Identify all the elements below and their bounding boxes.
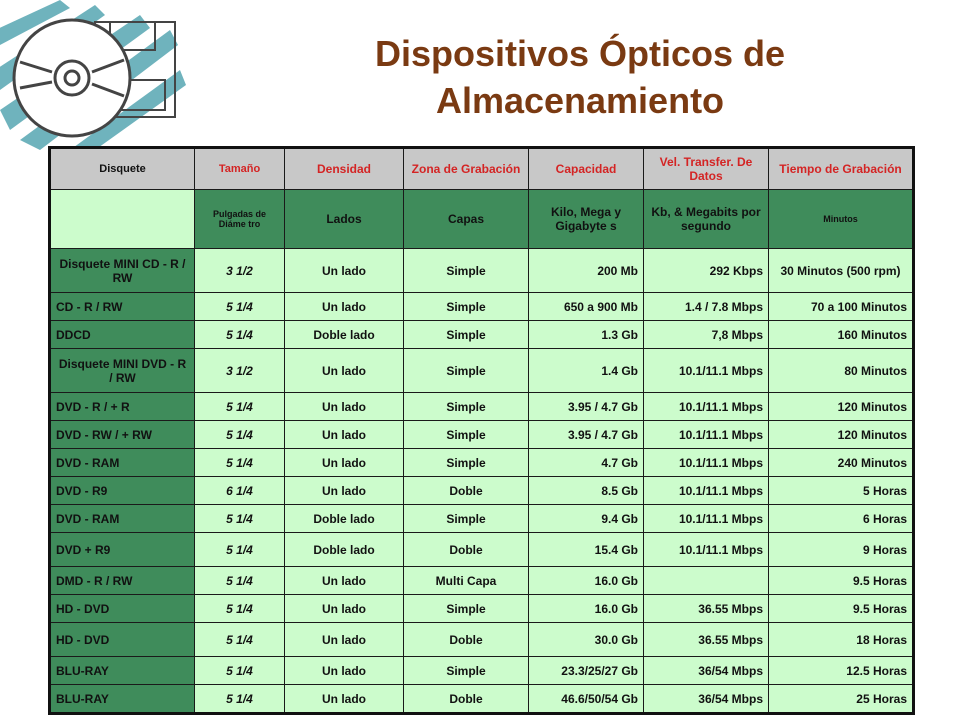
table-cell: Multi Capa <box>404 567 529 595</box>
header-cell: Disquete <box>50 148 195 190</box>
table-cell: Disquete MINI DVD - R / RW <box>50 349 195 393</box>
units-cell: Kilo, Mega y Gigabyte s <box>529 190 644 249</box>
table-cell: 36/54 Mbps <box>644 685 769 714</box>
table-cell: Doble <box>404 477 529 505</box>
table-cell: DVD - R / + R <box>50 393 195 421</box>
table-cell: Un lado <box>285 449 404 477</box>
units-cell <box>50 190 195 249</box>
table-cell: HD - DVD <box>50 623 195 657</box>
table-cell: 9.5 Horas <box>769 567 914 595</box>
units-cell: Capas <box>404 190 529 249</box>
disc-logo-icon <box>0 0 190 150</box>
table-cell: 5 1/4 <box>195 421 285 449</box>
table-cell: Un lado <box>285 249 404 293</box>
table-row <box>50 477 914 505</box>
table-row <box>50 349 914 393</box>
table-cell: BLU-RAY <box>50 657 195 685</box>
table-cell: 5 1/4 <box>195 595 285 623</box>
table-cell: 240 Minutos <box>769 449 914 477</box>
table-cell: BLU-RAY <box>50 685 195 714</box>
table-cell: 18 Horas <box>769 623 914 657</box>
table-cell: Simple <box>404 393 529 421</box>
table-cell: Doble lado <box>285 321 404 349</box>
table-cell: Doble <box>404 623 529 657</box>
table-cell: Un lado <box>285 349 404 393</box>
table-cell: 1.3 Gb <box>529 321 644 349</box>
table-cell: DMD - R / RW <box>50 567 195 595</box>
table-cell: 6 1/4 <box>195 477 285 505</box>
table-cell: DVD + R9 <box>50 533 195 567</box>
table-cell: Un lado <box>285 685 404 714</box>
table-cell: 36.55 Mbps <box>644 595 769 623</box>
table-cell: 80 Minutos <box>769 349 914 393</box>
table-cell: 10.1/11.1 Mbps <box>644 393 769 421</box>
table-cell: DVD - RAM <box>50 505 195 533</box>
table-cell: Disquete MINI CD - R / RW <box>50 249 195 293</box>
table-cell: 5 1/4 <box>195 393 285 421</box>
table-cell: 5 1/4 <box>195 685 285 714</box>
table-cell: 16.0 Gb <box>529 595 644 623</box>
table-cell: Un lado <box>285 477 404 505</box>
table-cell: Un lado <box>285 393 404 421</box>
table-cell: 5 Horas <box>769 477 914 505</box>
table-cell: 10.1/11.1 Mbps <box>644 421 769 449</box>
table-cell: 4.7 Gb <box>529 449 644 477</box>
table-cell: 10.1/11.1 Mbps <box>644 533 769 567</box>
table-cell: Un lado <box>285 567 404 595</box>
table-cell: 12.5 Horas <box>769 657 914 685</box>
table-cell: 30 Minutos (500 rpm) <box>769 249 914 293</box>
table-cell: 25 Horas <box>769 685 914 714</box>
table-row <box>50 623 914 657</box>
table-cell: 3 1/2 <box>195 249 285 293</box>
table-cell: 292 Kbps <box>644 249 769 293</box>
table-cell: 1.4 Gb <box>529 349 644 393</box>
units-cell: Pulgadas de Diáme tro <box>195 190 285 249</box>
header-cell: Densidad <box>285 148 404 190</box>
table-cell: 8.5 Gb <box>529 477 644 505</box>
table-cell: Simple <box>404 505 529 533</box>
header-cell: Tamaño <box>195 148 285 190</box>
optical-devices-table <box>48 146 915 715</box>
units-cell: Lados <box>285 190 404 249</box>
table-cell: 15.4 Gb <box>529 533 644 567</box>
table-cell: 5 1/4 <box>195 293 285 321</box>
table-row <box>50 685 914 714</box>
table-cell: 650 a 900 Mb <box>529 293 644 321</box>
table-cell: 6 Horas <box>769 505 914 533</box>
table-cell <box>644 567 769 595</box>
table-cell: Doble <box>404 685 529 714</box>
table-row <box>50 505 914 533</box>
table-cell: CD - R / RW <box>50 293 195 321</box>
table-cell: Un lado <box>285 623 404 657</box>
table-cell: Un lado <box>285 595 404 623</box>
table-cell: 9 Horas <box>769 533 914 567</box>
table-cell: Simple <box>404 421 529 449</box>
table-cell: Simple <box>404 349 529 393</box>
table-cell: Simple <box>404 321 529 349</box>
table-row <box>50 321 914 349</box>
title-line-1: Dispositivos Ópticos de <box>374 33 786 74</box>
title-line-2: Almacenamiento <box>435 80 725 121</box>
units-cell: Kb, & Megabits por segundo <box>644 190 769 249</box>
table-cell: 9.4 Gb <box>529 505 644 533</box>
table-cell: Simple <box>404 293 529 321</box>
table-cell: DDCD <box>50 321 195 349</box>
table-cell: 3.95 / 4.7 Gb <box>529 421 644 449</box>
table-cell: 3 1/2 <box>195 349 285 393</box>
header-cell: Tiempo de Grabación <box>769 148 914 190</box>
table-cell: 10.1/11.1 Mbps <box>644 449 769 477</box>
table-cell: Un lado <box>285 421 404 449</box>
table-cell: 10.1/11.1 Mbps <box>644 349 769 393</box>
table-cell: 200 Mb <box>529 249 644 293</box>
table-cell: Doble <box>404 533 529 567</box>
table-cell: Doble lado <box>285 505 404 533</box>
table-cell: Un lado <box>285 657 404 685</box>
table-cell: Simple <box>404 657 529 685</box>
units-row <box>50 190 914 249</box>
table-cell: 5 1/4 <box>195 449 285 477</box>
table-row <box>50 421 914 449</box>
header-row <box>50 148 914 190</box>
header-cell: Capacidad <box>529 148 644 190</box>
table-cell: 5 1/4 <box>195 533 285 567</box>
table-cell: Simple <box>404 449 529 477</box>
table-cell: 36/54 Mbps <box>644 657 769 685</box>
table-cell: 5 1/4 <box>195 657 285 685</box>
table-cell: Simple <box>404 595 529 623</box>
table-cell: 36.55 Mbps <box>644 623 769 657</box>
table-row <box>50 293 914 321</box>
page-title <box>300 30 860 124</box>
table-cell: Un lado <box>285 293 404 321</box>
table-cell: 5 1/4 <box>195 505 285 533</box>
table-cell: Simple <box>404 249 529 293</box>
table-cell: 70 a 100 Minutos <box>769 293 914 321</box>
table-cell: 5 1/4 <box>195 567 285 595</box>
units-cell: Minutos <box>769 190 914 249</box>
table-cell: 9.5 Horas <box>769 595 914 623</box>
table-cell: 23.3/25/27 Gb <box>529 657 644 685</box>
table-cell: 120 Minutos <box>769 421 914 449</box>
table-row <box>50 249 914 293</box>
table-cell: 16.0 Gb <box>529 567 644 595</box>
table-cell: 120 Minutos <box>769 393 914 421</box>
header-cell: Zona de Grabación <box>404 148 529 190</box>
table-cell: DVD - RAM <box>50 449 195 477</box>
table-row <box>50 533 914 567</box>
table-cell: 1.4 / 7.8 Mbps <box>644 293 769 321</box>
table-cell: 5 1/4 <box>195 623 285 657</box>
table-cell: 30.0 Gb <box>529 623 644 657</box>
table-row <box>50 657 914 685</box>
table-cell: HD - DVD <box>50 595 195 623</box>
table-cell: DVD - R9 <box>50 477 195 505</box>
table-row <box>50 449 914 477</box>
table-cell: DVD - RW / + RW <box>50 421 195 449</box>
table-cell: 160 Minutos <box>769 321 914 349</box>
table-cell: 5 1/4 <box>195 321 285 349</box>
header-cell: Vel. Transfer. De Datos <box>644 148 769 190</box>
table-cell: 10.1/11.1 Mbps <box>644 477 769 505</box>
table-cell: 3.95 / 4.7 Gb <box>529 393 644 421</box>
table-cell: 46.6/50/54 Gb <box>529 685 644 714</box>
table-row <box>50 595 914 623</box>
table-cell: 10.1/11.1 Mbps <box>644 505 769 533</box>
table-row <box>50 567 914 595</box>
table-cell: Doble lado <box>285 533 404 567</box>
table-row <box>50 393 914 421</box>
table-cell: 7,8 Mbps <box>644 321 769 349</box>
